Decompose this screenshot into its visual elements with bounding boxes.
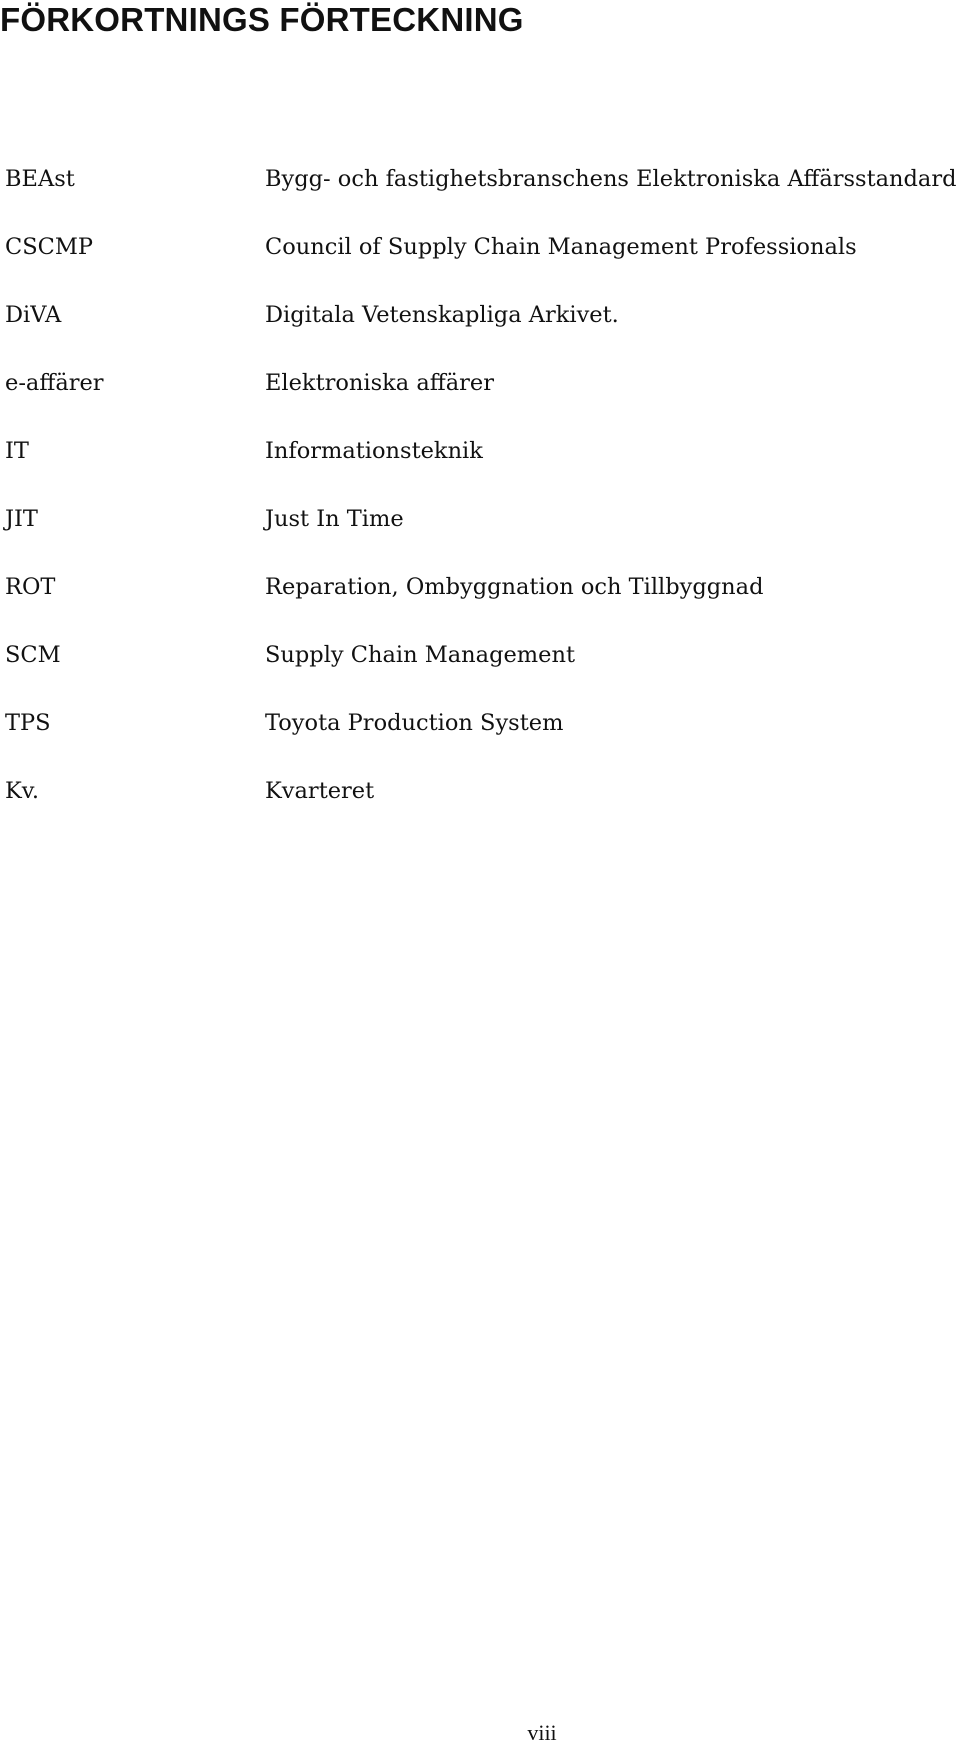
abbreviation-description: Kvarteret xyxy=(265,778,375,804)
abbreviation-description: Informationsteknik xyxy=(265,438,483,464)
abbreviation-description: Just In Time xyxy=(265,506,404,532)
abbreviation-term: IT xyxy=(5,438,29,464)
abbreviation-term: SCM xyxy=(5,642,61,668)
abbreviation-term: CSCMP xyxy=(5,234,94,260)
abbreviation-term: Kv. xyxy=(5,778,40,804)
abbreviation-row-rot xyxy=(5,574,955,642)
abbreviation-description: Elektroniska affärer xyxy=(265,370,494,396)
abbreviation-row-kv xyxy=(5,778,955,846)
abbreviation-row-e-affarer xyxy=(5,370,955,438)
page-title: FÖRKORTNINGS FÖRTECKNING xyxy=(0,1,524,38)
abbreviation-term: DiVA xyxy=(5,302,62,328)
abbreviation-description: Reparation, Ombyggnation och Tillbyggnad xyxy=(265,574,764,600)
page-number: viii xyxy=(527,1720,557,1745)
abbreviation-description: Toyota Production System xyxy=(265,710,564,736)
abbreviation-description: Bygg- och fastighetsbranschens Elektroniska Affärsstandard xyxy=(265,166,957,192)
abbreviation-description: Council of Supply Chain Management Professionals xyxy=(265,234,857,260)
abbreviation-description: Digitala Vetenskapliga Arkivet. xyxy=(265,302,619,328)
abbreviation-row-diva xyxy=(5,302,955,370)
abbreviation-row-scm xyxy=(5,642,955,710)
abbreviation-row-tps xyxy=(5,710,955,778)
abbreviation-term: BEAst xyxy=(5,166,75,192)
abbreviation-list xyxy=(5,166,955,846)
abbreviation-description: Supply Chain Management xyxy=(265,642,575,668)
abbreviation-row-it xyxy=(5,438,955,506)
abbreviation-term: ROT xyxy=(5,574,56,600)
abbreviation-term: TPS xyxy=(5,710,51,736)
abbreviation-term: JIT xyxy=(5,506,38,532)
abbreviation-row-jit xyxy=(5,506,955,574)
abbreviation-row-cscmp xyxy=(5,234,955,302)
abbreviation-row-beast xyxy=(5,166,955,234)
abbreviation-term: e-affärer xyxy=(5,370,104,396)
